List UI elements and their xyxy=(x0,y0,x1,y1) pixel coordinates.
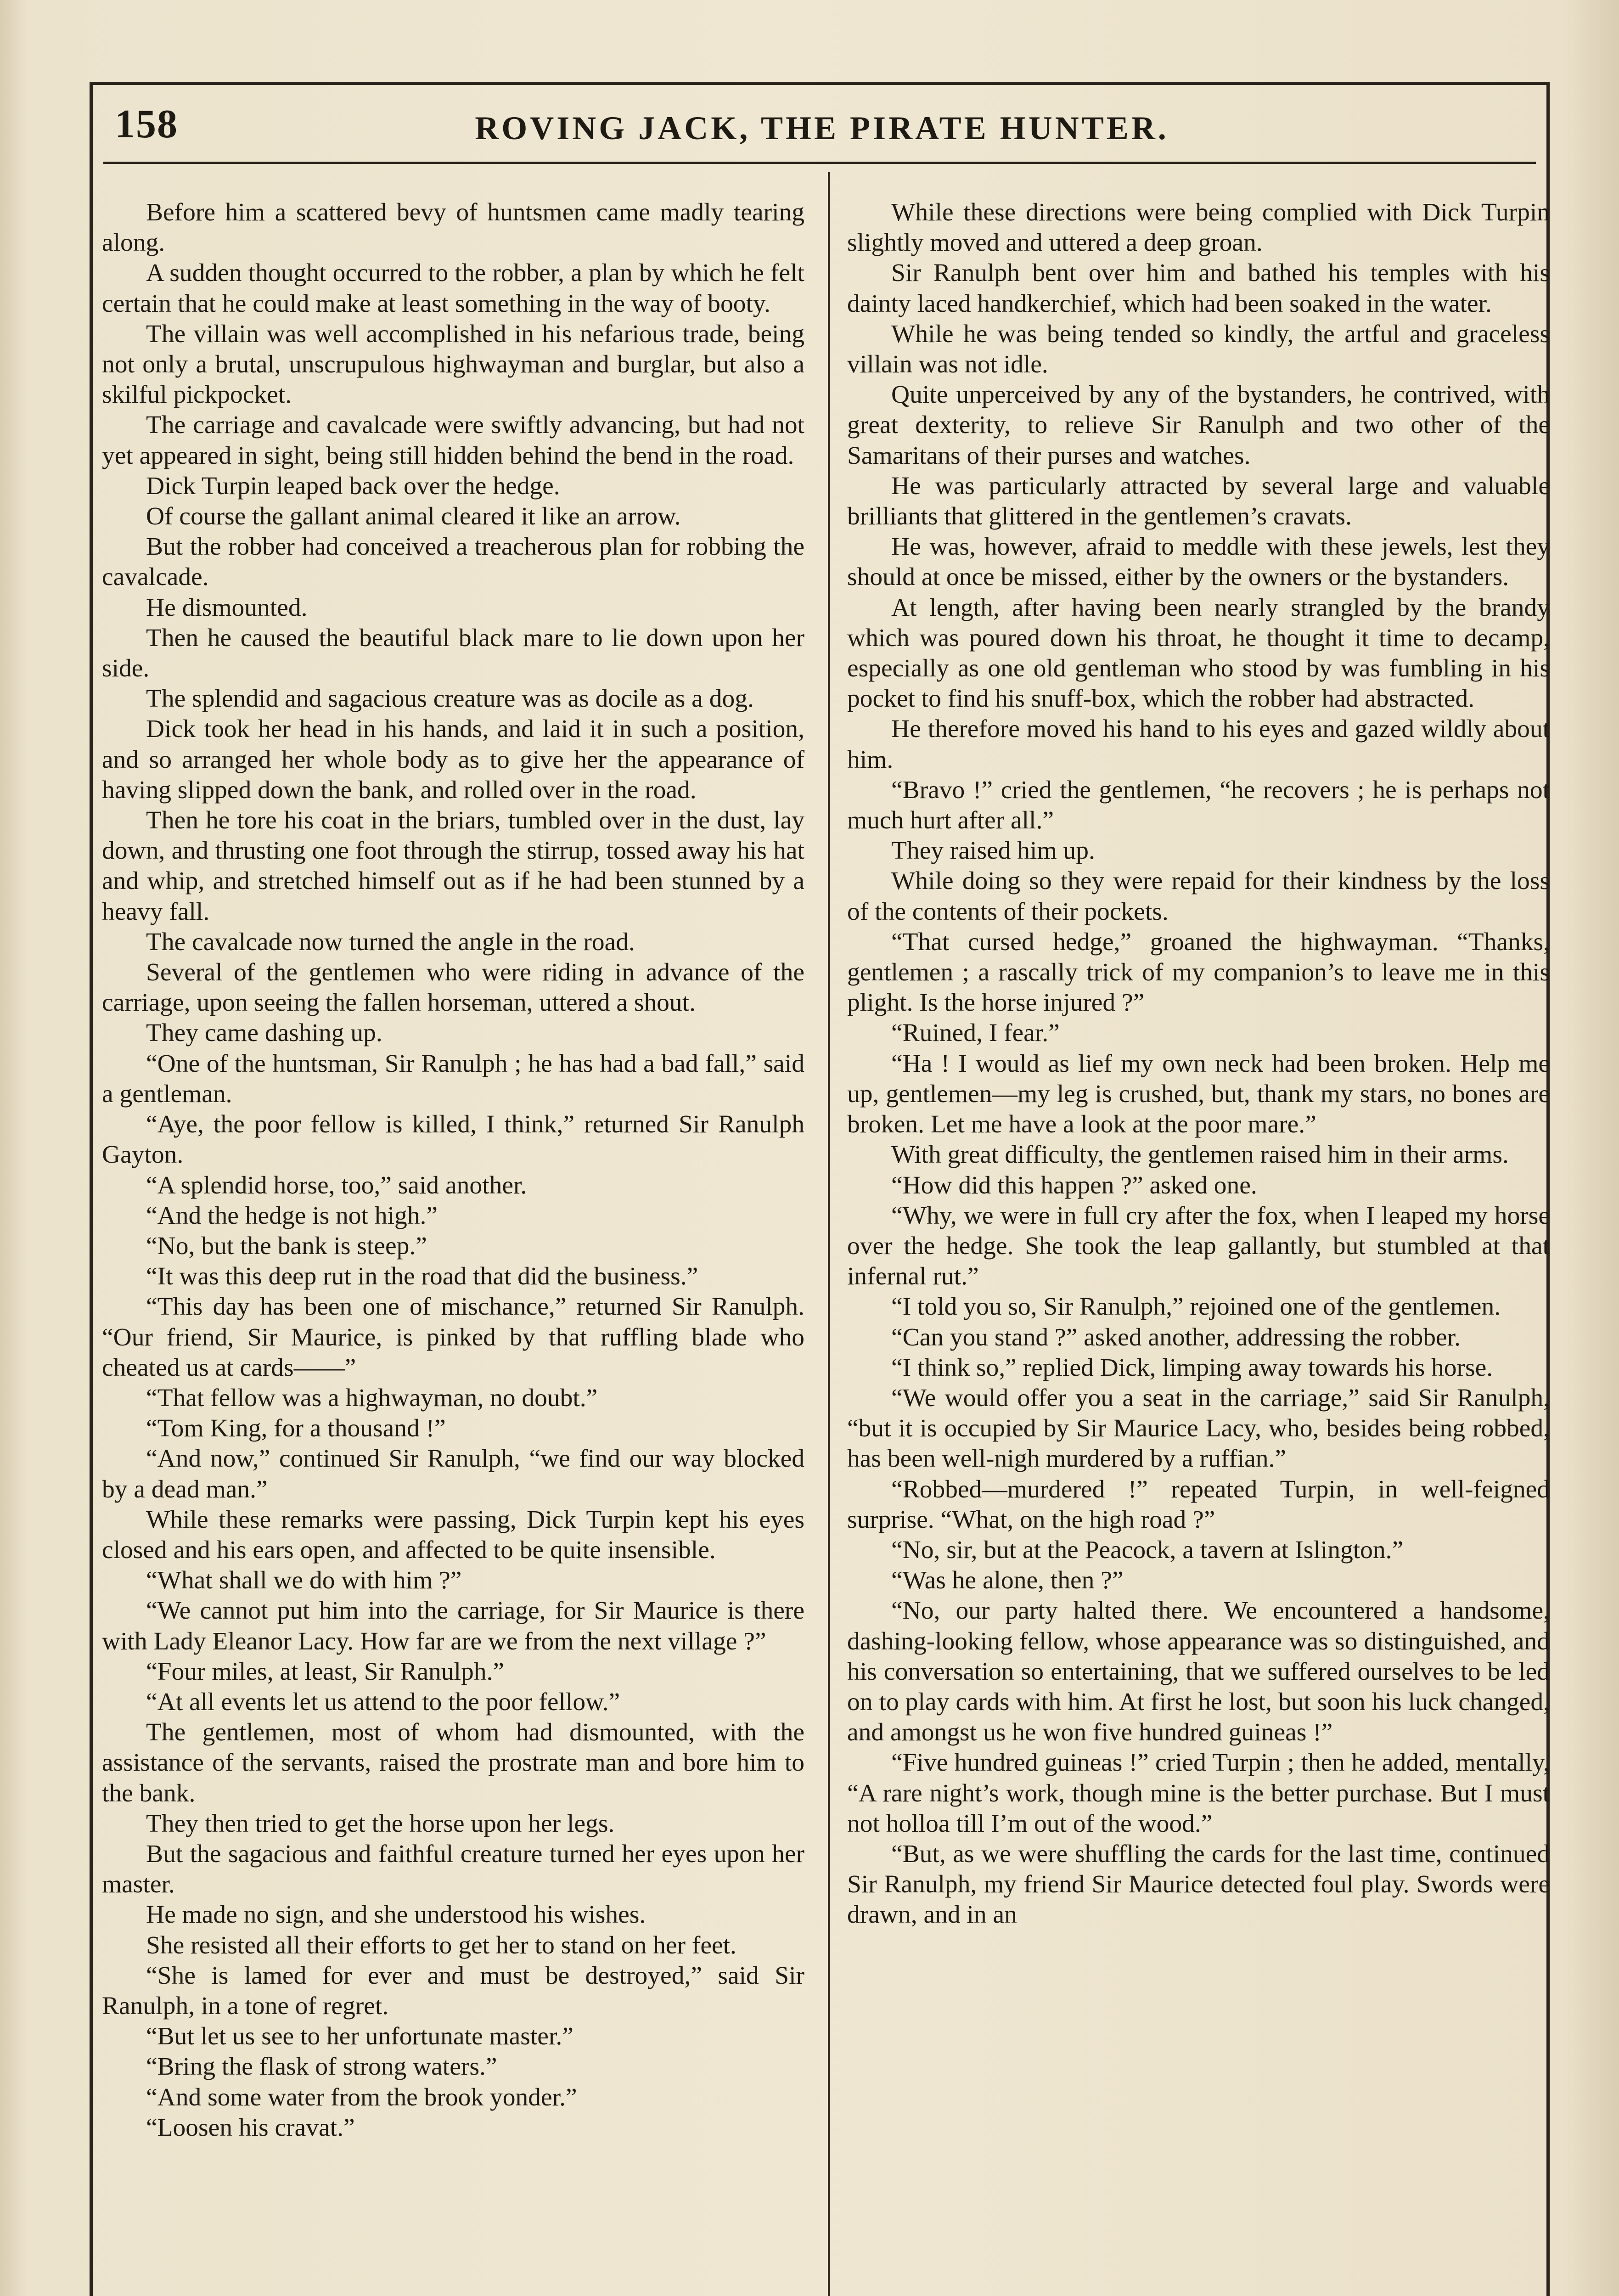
paragraph: “She is lamed for ever and must be destroyed,” said Sir Ranulph, in a tone of regret. xyxy=(102,1961,804,2020)
paragraph: “I think so,” replied Dick, limping away towards his horse. xyxy=(891,1353,1493,1382)
paragraph: They came dashing up. xyxy=(146,1019,382,1047)
paragraph: He made no sign, and she understood his wishes. xyxy=(146,1901,646,1929)
paragraph: Dick Turpin leaped back over the hedge. xyxy=(146,472,560,500)
paragraph: But the sagacious and faithful creature turned her eyes upon her master. xyxy=(102,1840,804,1899)
paragraph: While he was being tended so kindly, the artful and graceless villain was not idle. xyxy=(847,320,1550,379)
paragraph: While these remarks were passing, Dick Turpin kept his eyes closed and his ears open, and affected to be quite insensible. xyxy=(102,1505,804,1564)
paragraph: “No, our party halted there. We encountered a handsome, dashing-looking fellow, whose appearance was so distinguished, and his conversation so entertaining, that we suffered ourselves to be led on to play cards with him. At first he lost, but soon his luck changed, and amongst us he won five hundred guineas !” xyxy=(847,1597,1550,1747)
paragraph: “Bring the flask of strong waters.” xyxy=(146,2053,497,2081)
left-column xyxy=(102,197,804,2143)
paragraph: “That fellow was a highwayman, no doubt.” xyxy=(146,1384,598,1412)
paragraph: Several of the gentlemen who were riding in advance of the carriage, upon seeing the fallen horseman, uttered a shout. xyxy=(102,958,804,1017)
column-divider xyxy=(828,172,830,2296)
paragraph: “We would offer you a seat in the carriage,” said Sir Ranulph, “but it is occupied by Sir Maurice Lacy, who, besides being robbed, has been well-nigh murdered by a ruffian.” xyxy=(847,1384,1550,1473)
paragraph: Sir Ranulph bent over him and bathed his temples with his dainty laced handkerchief, which had been soaked in the water. xyxy=(847,259,1550,318)
paragraph: He was, however, afraid to meddle with these jewels, lest they should at once be missed, either by the owners or the bystanders. xyxy=(847,533,1550,591)
paragraph: The gentlemen, most of whom had dismounted, with the assistance of the servants, raised the prostrate man and bore him to the bank. xyxy=(102,1718,804,1807)
paragraph: Quite unperceived by any of the bystanders, he contrived, with great dexterity, to relieve Sir Ranulph and two other of the Samaritans of their purses and watches. xyxy=(847,381,1550,470)
header-rule xyxy=(103,162,1536,164)
paragraph: Dick took her head in his hands, and laid it in such a position, and so arranged her whole body as to give her the appearance of having slipped down the bank, and rolled over in the road. xyxy=(102,715,804,804)
paragraph: “At all events let us attend to the poor fellow.” xyxy=(146,1688,620,1716)
paragraph: “Five hundred guineas !” cried Turpin ; then he added, mentally, “A rare night’s work, though mine is the better purchase. But I must not holloa till I’m out of the wood.” xyxy=(847,1749,1550,1838)
paragraph: She resisted all their efforts to get her to stand on her feet. xyxy=(146,1931,736,1959)
paragraph: Then he tore his coat in the briars, tumbled over in the dust, lay down, and thrusting one foot through the stirrup, tossed away his hat and whip, and stretched himself out as if he had been stunned by a heavy fall. xyxy=(102,806,804,926)
paragraph: “And the hedge is not high.” xyxy=(146,1201,438,1230)
paragraph: “One of the huntsman, Sir Ranulph ; he has had a bad fall,” said a gentleman. xyxy=(102,1049,804,1108)
running-title: ROVING JACK, THE PIRATE HUNTER. xyxy=(475,110,1169,146)
paragraph: He was particularly attracted by several large and valuable brilliants that glittered in the gentlemen’s cravats. xyxy=(847,472,1550,531)
paragraph: “It was this deep rut in the road that did the business.” xyxy=(146,1262,698,1291)
paragraph: A sudden thought occurred to the robber, a plan by which he felt certain that he could make at least something in the way of booty. xyxy=(102,259,804,318)
paragraph: “And some water from the brook yonder.” xyxy=(146,2083,577,2111)
paragraph: “We cannot put him into the carriage, for Sir Maurice is there with Lady Eleanor Lacy. How far are we from the next village ?” xyxy=(102,1597,804,1655)
paragraph: At length, after having been nearly strangled by the brandy which was poured down his throat, he thought it time to decamp, especially as one old gentleman who stood by was fumbling in his pocket to find his snuff-box, which the robber had abstracted. xyxy=(847,593,1550,713)
paragraph: “Bravo !” cried the gentlemen, “he recovers ; he is perhaps not much hurt after all.” xyxy=(847,776,1550,835)
paragraph: “Four miles, at least, Sir Ranulph.” xyxy=(146,1657,504,1686)
paragraph: Then he caused the beautiful black mare to lie down upon her side. xyxy=(102,624,804,683)
paragraph: The splendid and sagacious creature was as docile as a dog. xyxy=(146,685,754,713)
paragraph: The cavalcade now turned the angle in the road. xyxy=(146,928,635,956)
paragraph: “No, sir, but at the Peacock, a tavern at Islington.” xyxy=(891,1536,1404,1564)
paragraph: “That cursed hedge,” groaned the highwayman. “Thanks, gentlemen ; a rascally trick of my companion’s to leave me in this plight. Is the horse injured ?” xyxy=(847,928,1550,1017)
paragraph: “Loosen his cravat.” xyxy=(146,2113,355,2142)
paragraph: “How did this happen ?” asked one. xyxy=(891,1171,1257,1199)
paragraph: Of course the gallant animal cleared it like an arrow. xyxy=(146,502,681,531)
right-column xyxy=(847,197,1550,1930)
page-number: 158 xyxy=(115,102,178,146)
paragraph: “Can you stand ?” asked another, addressing the robber. xyxy=(891,1323,1461,1351)
page-header xyxy=(106,96,1538,156)
paragraph: “Ha ! I would as lief my own neck had been broken. Help me up, gentlemen—my leg is crushed, but, thank my stars, no bones are broken. Let me have a look at the poor mare.” xyxy=(847,1049,1550,1139)
paragraph: With great difficulty, the gentlemen raised him in their arms. xyxy=(891,1141,1509,1169)
paragraph: “Ruined, I fear.” xyxy=(891,1019,1060,1047)
paragraph: The carriage and cavalcade were swiftly advancing, but had not yet appeared in sight, being still hidden behind the bend in the road. xyxy=(102,411,804,470)
paragraph: While these directions were being complied with Dick Turpin slightly moved and uttered a deep groan. xyxy=(847,198,1550,257)
paragraph: “What shall we do with him ?” xyxy=(146,1566,462,1595)
paragraph: He therefore moved his hand to his eyes and gazed wildly about him. xyxy=(847,715,1550,774)
paragraph: The villain was well accomplished in his nefarious trade, being not only a brutal, unscrupulous highwayman and burglar, but also a skilful pickpocket. xyxy=(102,320,804,409)
paragraph: “Aye, the poor fellow is killed, I think,” returned Sir Ranulph Gayton. xyxy=(102,1110,804,1169)
paragraph: They then tried to get the horse upon her legs. xyxy=(146,1809,615,1838)
paragraph: “No, but the bank is steep.” xyxy=(146,1232,427,1260)
paragraph: They raised him up. xyxy=(891,837,1095,865)
paragraph: Before him a scattered bevy of huntsmen came madly tearing along. xyxy=(102,198,804,257)
paragraph: While doing so they were repaid for their kindness by the loss of the contents of their pockets. xyxy=(847,867,1550,926)
paragraph: “But let us see to her unfortunate master.” xyxy=(146,2022,573,2051)
paragraph: “Tom King, for a thousand !” xyxy=(146,1414,446,1443)
paragraph: “Robbed—murdered !” repeated Turpin, in well-feigned surprise. “What, on the high road ?” xyxy=(847,1475,1550,1534)
paragraph: “Was he alone, then ?” xyxy=(891,1566,1124,1595)
paragraph: He dismounted. xyxy=(146,593,308,622)
paragraph: “I told you so, Sir Ranulph,” rejoined one of the gentlemen. xyxy=(891,1293,1501,1321)
paragraph: “A splendid horse, too,” said another. xyxy=(146,1171,527,1199)
paragraph: “And now,” continued Sir Ranulph, “we find our way blocked by a dead man.” xyxy=(102,1445,804,1503)
paragraph: But the robber had conceived a treacherous plan for robbing the cavalcade. xyxy=(102,533,804,591)
paragraph: “But, as we were shuffling the cards for the last time, continued Sir Ranulph, my friend Sir Maurice detected foul play. Swords were drawn, and in an xyxy=(847,1840,1550,1929)
paragraph: “This day has been one of mischance,” returned Sir Ranulph. “Our friend, Sir Maurice, is pinked by that ruffling blade who cheated us at cards——” xyxy=(102,1293,804,1382)
paragraph: “Why, we were in full cry after the fox, when I leaped my horse over the hedge. She took the leap gallantly, but stumbled at that infernal rut.” xyxy=(847,1201,1550,1291)
